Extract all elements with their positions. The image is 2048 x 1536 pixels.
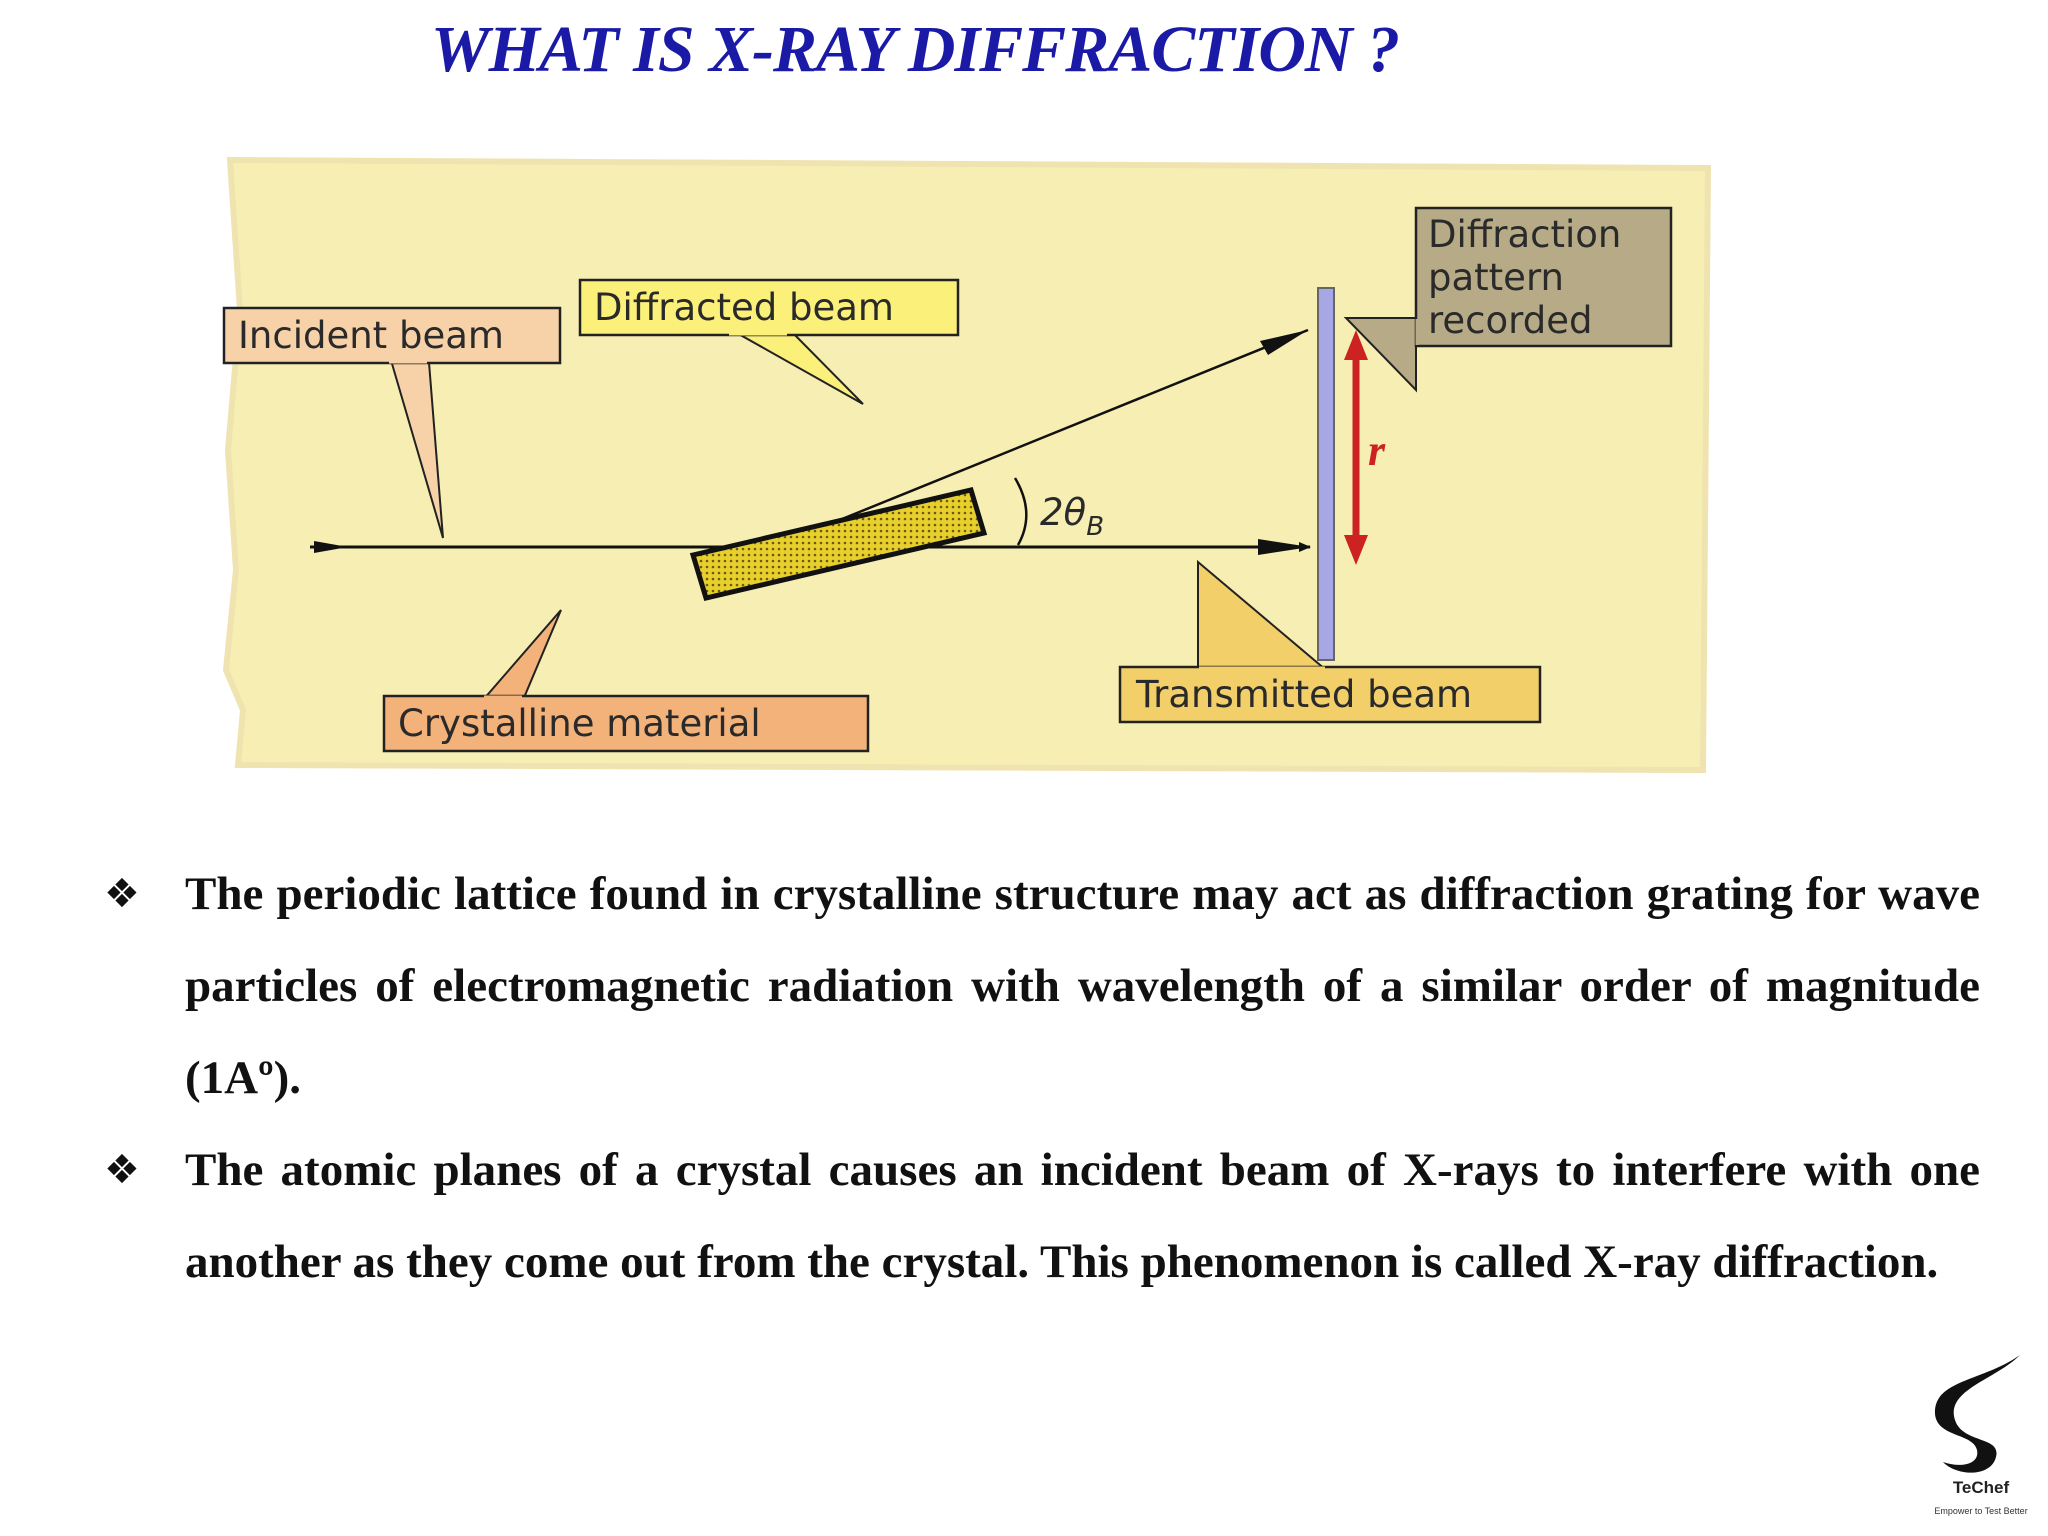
xray-diffraction-diagram: [218, 150, 1718, 810]
bullet-item: [100, 1124, 1980, 1308]
transmitted-beam-label: Transmitted beam: [1136, 673, 1473, 716]
logo-tagline: Empower to Test Better: [1934, 1506, 2028, 1516]
bullet-diamond-icon: ❖: [104, 871, 140, 917]
bullet-item: [100, 848, 1980, 1124]
detector-screen: [1318, 288, 1334, 660]
pattern-label-line3: recorded: [1428, 299, 1593, 342]
incident-beam-label: Incident beam: [238, 314, 504, 357]
bullet-list: [100, 848, 1980, 1308]
diffracted-beam-label: Diffracted beam: [594, 286, 894, 329]
logo-swirl-icon: [1925, 1350, 2035, 1480]
angle-label: $2\theta_B$: [1040, 491, 1105, 542]
bullet-diamond-icon: ❖: [104, 1147, 140, 1193]
crystalline-material-label: Crystalline material: [398, 702, 761, 745]
slide-title: WHAT IS X-RAY DIFFRACTION ?: [430, 13, 1400, 86]
pattern-label-line2: pattern: [1428, 256, 1564, 299]
bullet-text: The atomic planes of a crystal causes an incident beam of X-rays to interfere with one another as they come out from the crystal. This phenomenon is called X-ray diffraction.: [185, 1144, 1980, 1288]
pattern-label-line1: Diffraction: [1428, 213, 1622, 256]
bullet-text: The periodic lattice found in crystalline structure may act as diffraction grating for wave particles of electromagnetic radiation with wavelength of a similar order of magnitude (1Aº).: [185, 868, 1980, 1104]
logo-brand: TeChef: [1952, 1478, 2010, 1497]
distance-label: r: [1368, 426, 1386, 475]
techef-logo: [1925, 1350, 2035, 1530]
diagram-svg: [218, 150, 1718, 810]
